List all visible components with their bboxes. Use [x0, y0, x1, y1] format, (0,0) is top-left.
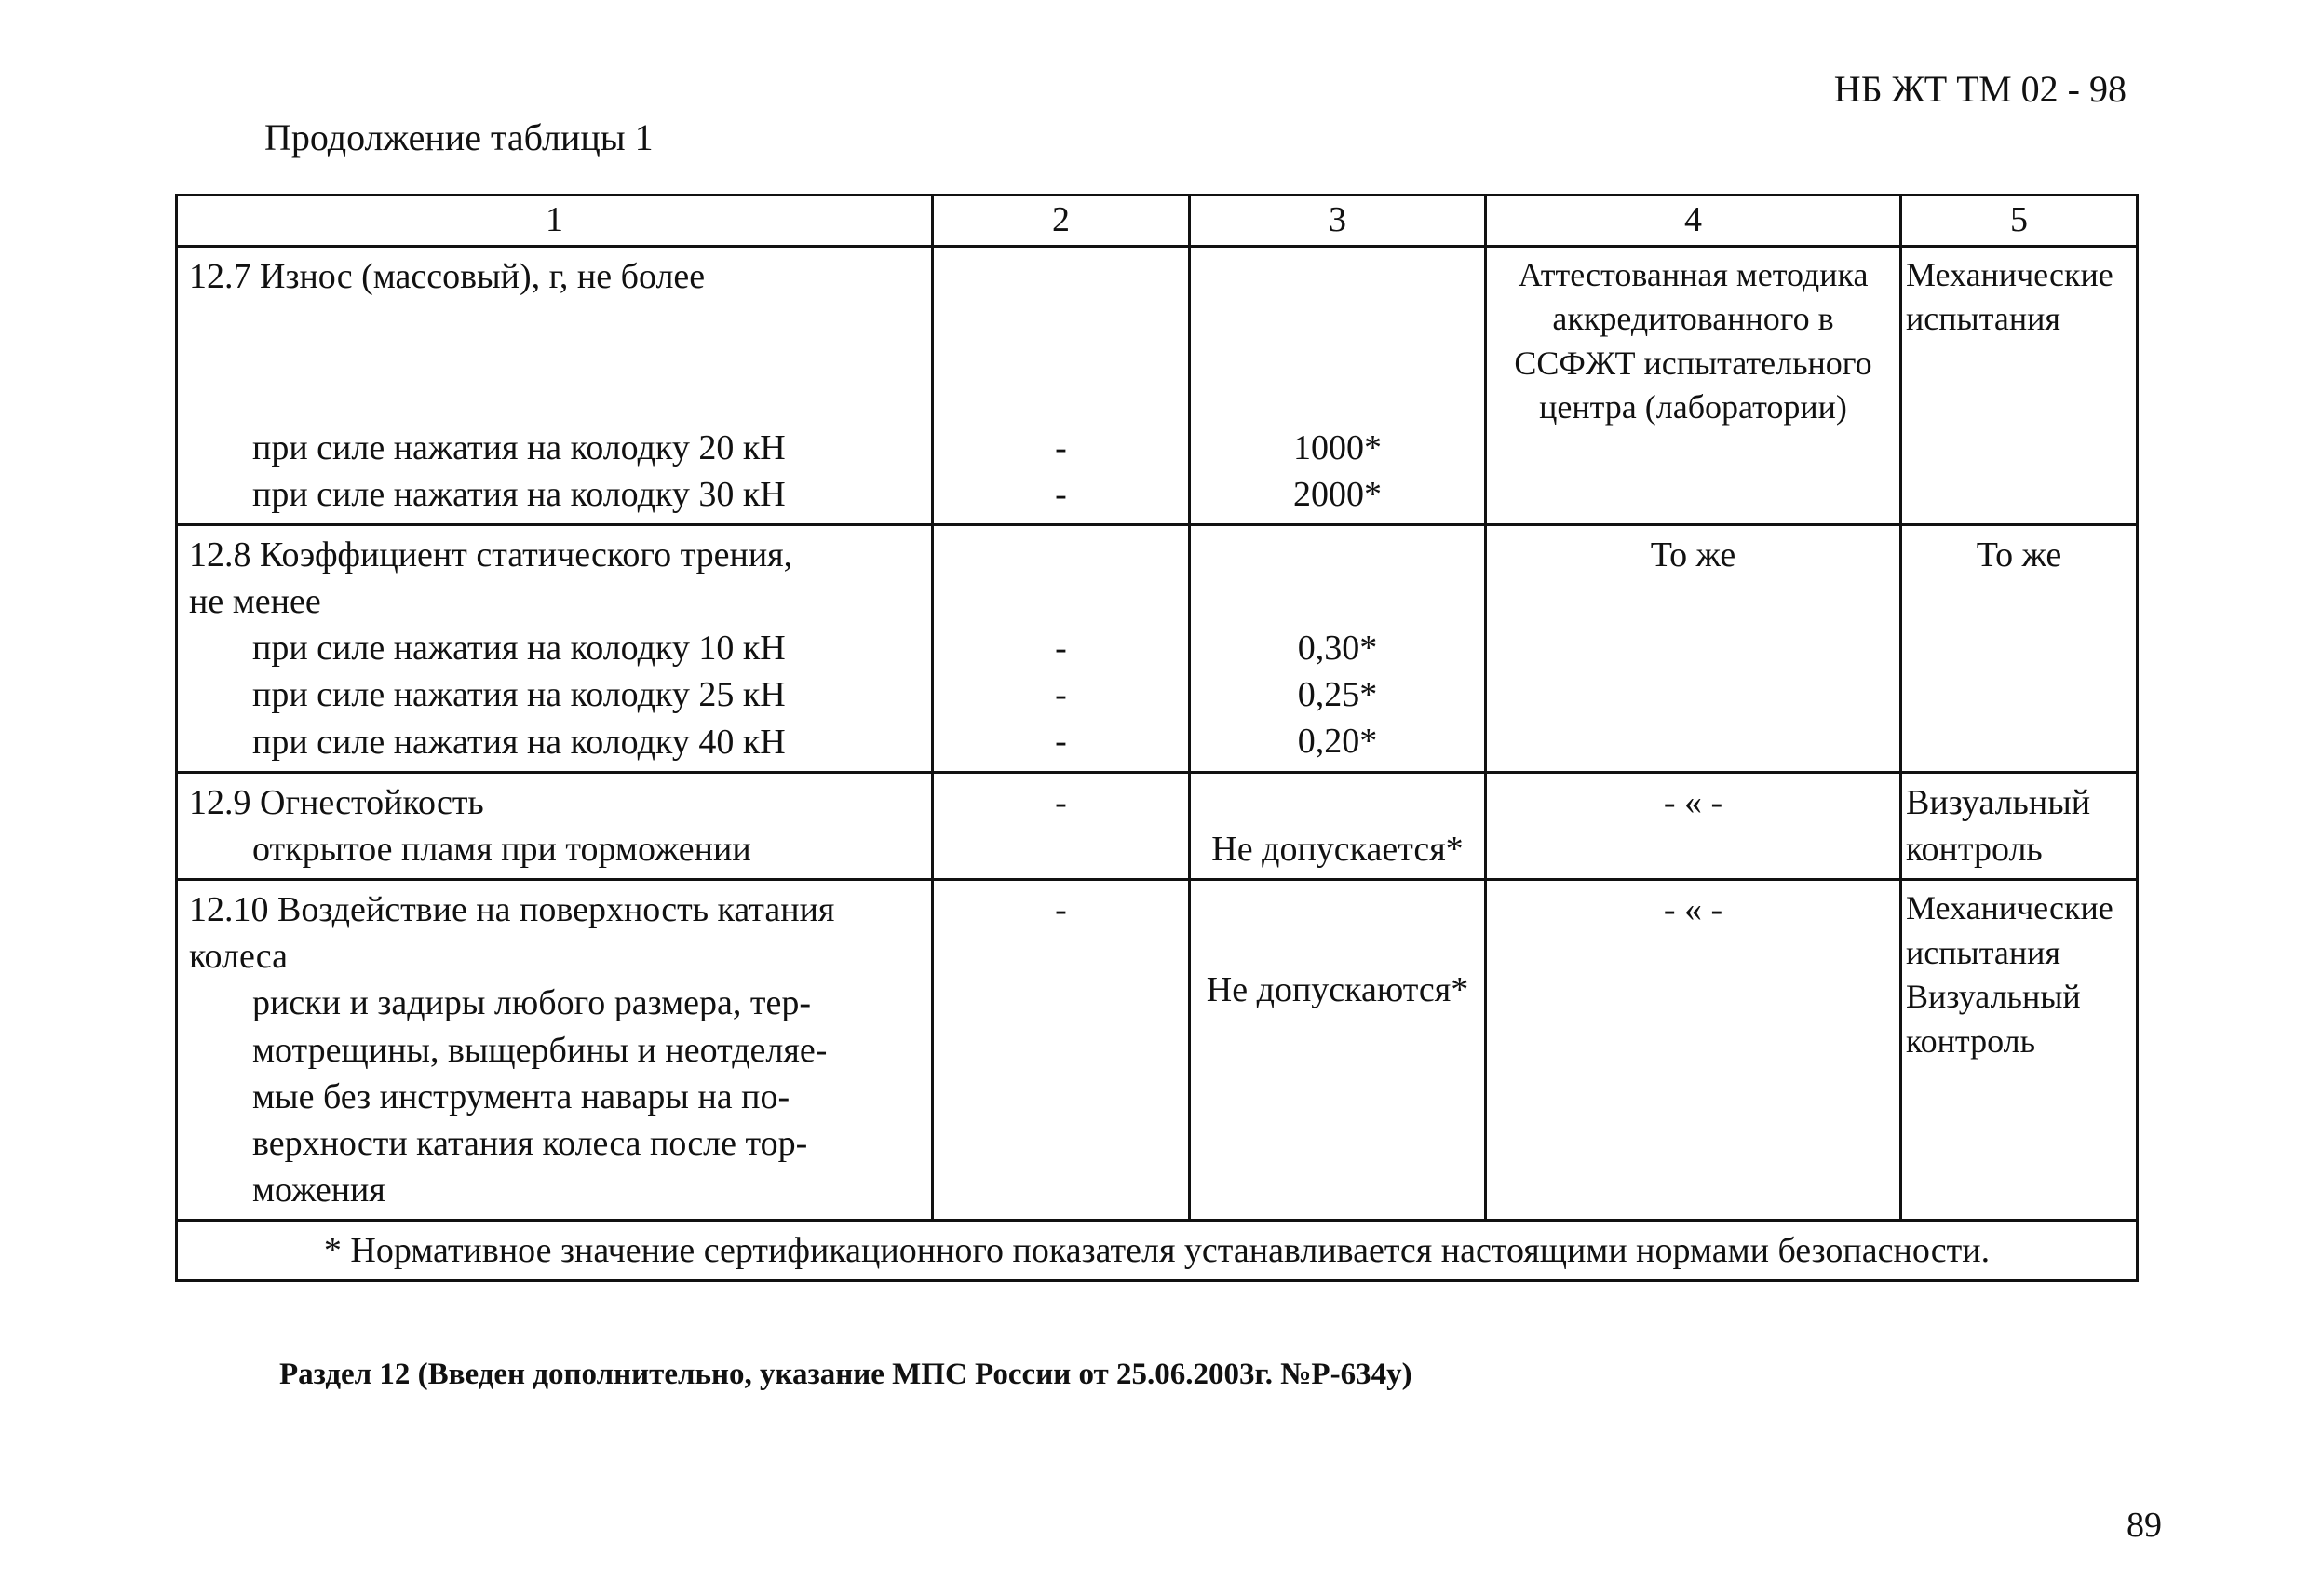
col2-value: -: [1055, 628, 1067, 668]
method-cell: [1486, 880, 1901, 1221]
indicator-title: 12.8 Коэффициент статического трения,: [189, 534, 793, 575]
indicator-title: не менее: [189, 582, 321, 622]
norm-value-cell: [1190, 772, 1486, 879]
method-text: аккредитованного в: [1552, 300, 1834, 338]
sub-indicator-label: при силе нажатия на колодку 10 кН: [252, 629, 786, 669]
page-number: 89: [2127, 1506, 2162, 1545]
col2-value: -: [1055, 474, 1067, 514]
indicator-title: 12.7 Износ (массовый), г, не более: [189, 256, 706, 296]
column-header: 3: [1190, 196, 1486, 247]
col2-value: -: [1055, 782, 1067, 822]
control-text: контроль: [1906, 829, 2043, 869]
method-cell: [1486, 246, 1901, 524]
norm-value: 0,30*: [1297, 628, 1378, 668]
table-row-12-9: [177, 772, 2138, 879]
norm-value: 0,25*: [1297, 675, 1378, 715]
sub-indicator-label: мые без инструмента навары на по-: [252, 1076, 790, 1116]
sub-indicator-label: мотрещины, выщербины и неотделяе-: [252, 1030, 828, 1070]
control-text: Механические: [1906, 889, 2113, 927]
col2-value: -: [1055, 722, 1067, 762]
column-header: 1: [177, 196, 933, 247]
indicator-title: 12.9 Огнестойкость: [189, 782, 484, 822]
norm-value: 1000*: [1293, 427, 1382, 467]
column-header: 2: [933, 196, 1190, 247]
col2-cell: [933, 246, 1190, 524]
control-text: Визуальный: [1906, 782, 2091, 822]
control-cell: [1901, 246, 2138, 524]
indicator-cell: [177, 772, 933, 879]
norm-value-cell: [1190, 524, 1486, 772]
sub-indicator-label: открытое пламя при торможении: [252, 829, 751, 869]
control-text: контроль: [1906, 1021, 2036, 1060]
col2-cell: [933, 524, 1190, 772]
col2-cell: [933, 772, 1190, 879]
control-cell: [1901, 880, 2138, 1221]
column-number-row: [177, 196, 2138, 247]
column-header: 5: [1901, 196, 2138, 247]
col2-cell: [933, 880, 1190, 1221]
amendment-note: Раздел 12 (Введен дополнительно, указание МПС России от 25.06.2003г. №Р-634у): [279, 1358, 1412, 1391]
norm-value: Не допускается*: [1211, 829, 1464, 869]
norm-value: 2000*: [1293, 474, 1382, 514]
indicator-cell: [177, 880, 933, 1221]
method-text: - « -: [1663, 782, 1723, 822]
indicator-title: 12.10 Воздействие на поверхность катания: [189, 890, 835, 930]
table-row-12-10: [177, 880, 2138, 1221]
standards-table: [175, 194, 2139, 1282]
sub-indicator-label: риски и задиры любого размера, тер-: [252, 983, 811, 1023]
norm-value: Не допускаются*: [1206, 970, 1469, 1010]
col2-value: -: [1055, 675, 1067, 715]
document-code: НБ ЖТ ТМ 02 - 98: [1833, 68, 2127, 110]
norm-value-cell: [1190, 880, 1486, 1221]
control-cell: [1901, 524, 2138, 772]
control-text: испытания: [1906, 933, 2060, 971]
col2-value: -: [1055, 890, 1067, 930]
sub-indicator-label: верхности катания колеса после тор-: [252, 1123, 808, 1163]
indicator-title: колеса: [189, 937, 289, 977]
sub-indicator-label: при силе нажатия на колодку 30 кН: [252, 474, 786, 514]
control-text: Визуальный: [1906, 978, 2081, 1016]
norm-value: 0,20*: [1297, 722, 1378, 762]
method-cell: [1486, 772, 1901, 879]
footnote: * Нормативное значение сертификационного показателя устанавливается настоящими нормами безопасности.: [177, 1221, 2138, 1281]
method-cell: [1486, 524, 1901, 772]
norm-value-cell: [1190, 246, 1486, 524]
control-cell: [1901, 772, 2138, 879]
col2-value: -: [1055, 427, 1067, 467]
sub-indicator-label: при силе нажатия на колодку 20 кН: [252, 427, 786, 467]
method-text: То же: [1650, 534, 1736, 575]
table-row-12-7: [177, 246, 2138, 524]
method-text: Аттестованная методика: [1518, 255, 1869, 293]
control-text: Механические: [1906, 255, 2113, 293]
sub-indicator-label: можения: [252, 1170, 385, 1210]
sub-indicator-label: при силе нажатия на колодку 40 кН: [252, 722, 786, 762]
table-caption: Продолжение таблицы 1: [264, 116, 654, 158]
method-text: - « -: [1663, 890, 1723, 930]
control-text: То же: [1976, 534, 2062, 575]
table-row-12-8: [177, 524, 2138, 772]
control-text: испытания: [1906, 300, 2060, 338]
sub-indicator-label: при силе нажатия на колодку 25 кН: [252, 675, 786, 715]
method-text: ССФЖТ испытательного: [1514, 344, 1872, 382]
method-text: центра (лаборатории): [1539, 388, 1847, 426]
indicator-cell: [177, 246, 933, 524]
column-header: 4: [1486, 196, 1901, 247]
indicator-cell: [177, 524, 933, 772]
footnote-row: [177, 1221, 2138, 1281]
